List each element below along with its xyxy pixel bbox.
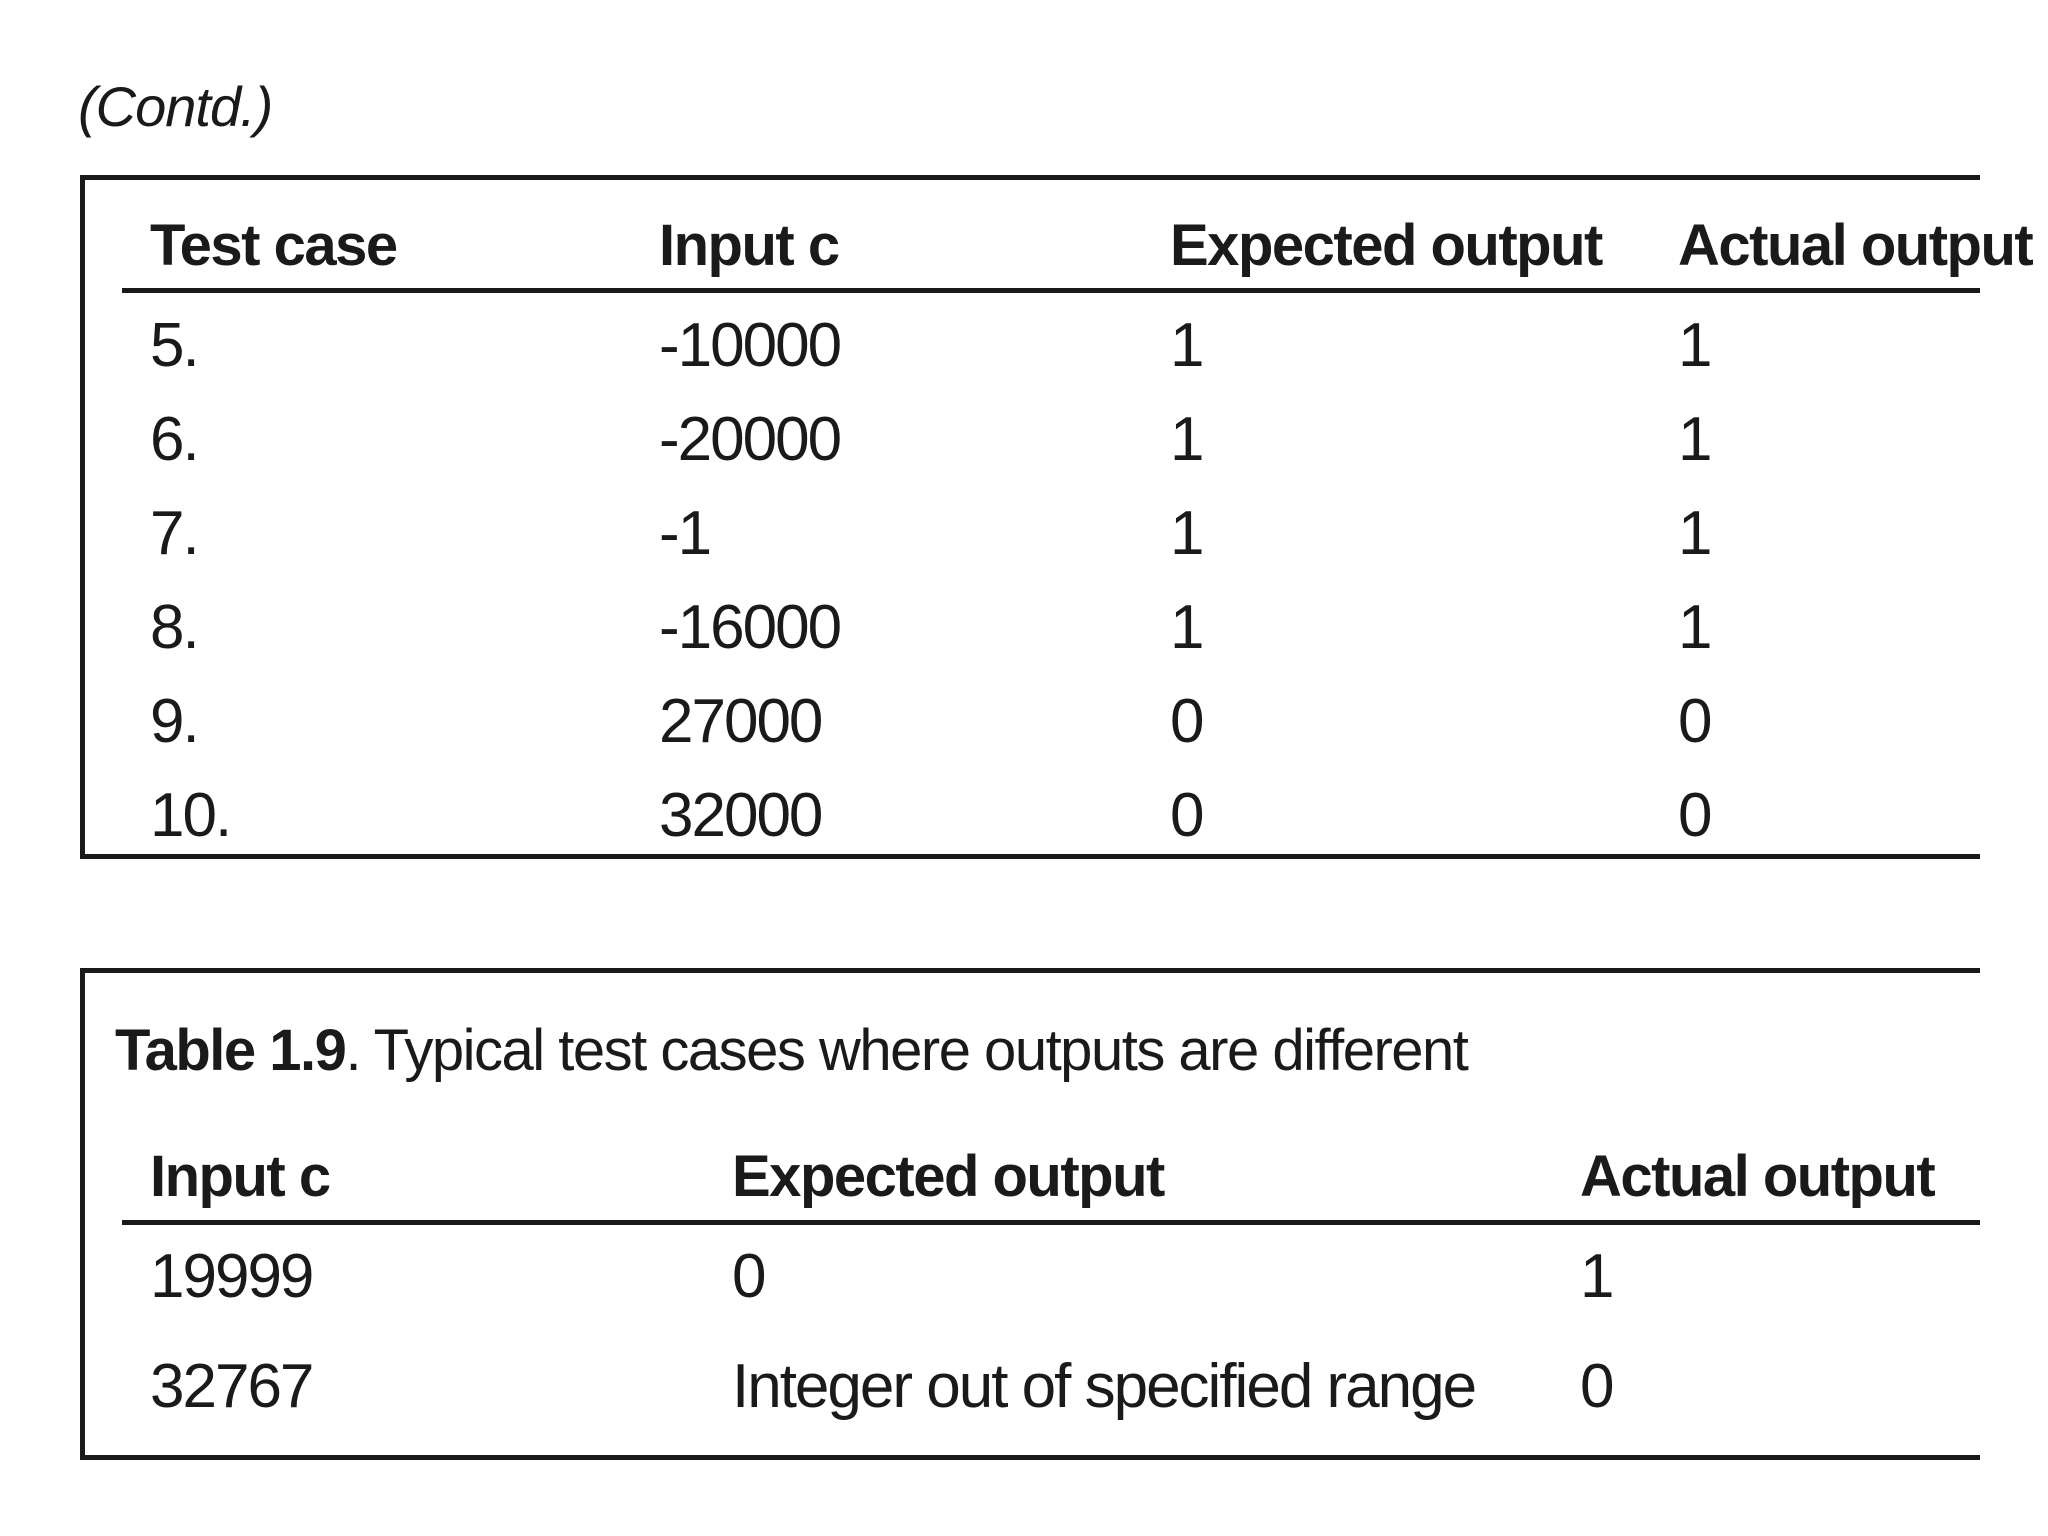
table-cell: 19999 — [150, 1242, 313, 1311]
test-case-table — [80, 175, 2033, 859]
table-cell: 0 — [1170, 781, 1203, 850]
table-cell: -10000 — [659, 311, 841, 380]
table-cell: 0 — [732, 1242, 765, 1311]
table-caption — [115, 1017, 1467, 1084]
table-cell: 32767 — [150, 1352, 313, 1421]
table-cell: -16000 — [659, 593, 841, 662]
header-rule — [122, 1220, 1980, 1225]
table-cell: 6. — [150, 405, 198, 474]
table-cell: 8. — [150, 593, 198, 662]
table-cell: 32000 — [659, 781, 822, 850]
table-cell: 27000 — [659, 687, 822, 756]
table-cell: 9. — [150, 687, 198, 756]
table-cell: -1 — [659, 499, 711, 568]
header-expected-output: Expected output — [732, 1144, 1164, 1209]
table-cell: 0 — [1170, 687, 1203, 756]
header-actual-output: Actual output — [1678, 213, 2033, 278]
table-cell: -20000 — [659, 405, 841, 474]
header-test-case: Test case — [150, 213, 397, 278]
table-cell: 1 — [1170, 405, 1203, 474]
table-cell: 1 — [1170, 499, 1203, 568]
table-cell: 0 — [1678, 687, 1711, 756]
table-caption-text: . Typical test cases where outputs are different — [345, 1018, 1468, 1083]
table-cell: 1 — [1170, 311, 1203, 380]
header-expected-output: Expected output — [1170, 213, 1602, 278]
table-cell: 5. — [150, 311, 198, 380]
table-cell: 1 — [1678, 311, 1711, 380]
different-outputs-table — [80, 968, 1980, 1460]
header-input-c: Input c — [150, 1144, 330, 1209]
table-cell: 1 — [1678, 499, 1711, 568]
contd-label: (Contd.) — [78, 75, 273, 138]
table-cell: 0 — [1580, 1352, 1613, 1421]
table-cell: 1 — [1678, 405, 1711, 474]
table-cell: 1 — [1678, 593, 1711, 662]
header-rule — [122, 288, 1980, 293]
table-caption-number: Table 1.9 — [115, 1018, 346, 1083]
table-cell: 7. — [150, 499, 198, 568]
table-cell: Integer out of specified range — [732, 1352, 1476, 1421]
table-cell: 1 — [1580, 1242, 1613, 1311]
table-cell: 1 — [1170, 593, 1203, 662]
table-cell: 10. — [150, 781, 231, 850]
header-input-c: Input c — [659, 213, 839, 278]
table-cell: 0 — [1678, 781, 1711, 850]
header-actual-output: Actual output — [1580, 1144, 1935, 1209]
